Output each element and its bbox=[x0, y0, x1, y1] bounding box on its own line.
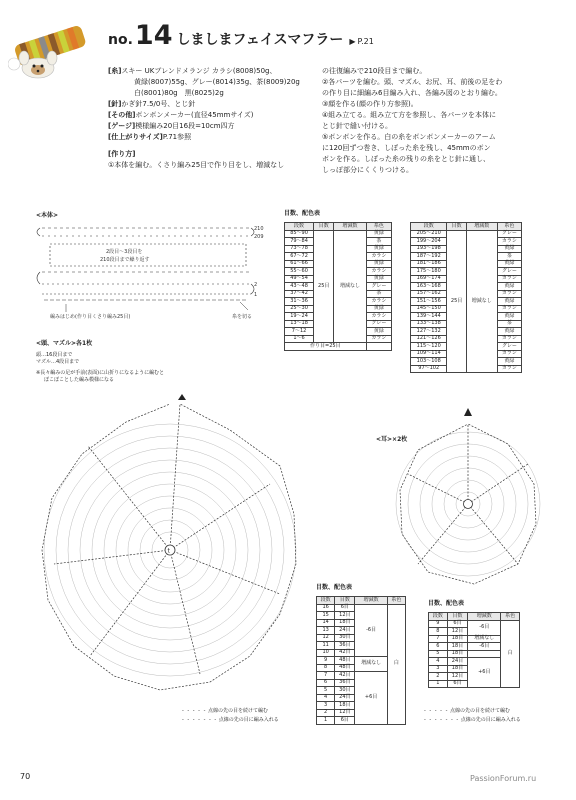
product-photo bbox=[8, 12, 98, 84]
method-line: しっぽ部分にくくりつける。 bbox=[322, 166, 413, 174]
count-table-4 bbox=[428, 612, 520, 688]
spec-yarn: [糸]スキー UKブレンドメランジ カラシ(8008)50g、 bbox=[108, 67, 277, 75]
pattern-number: 14 bbox=[134, 20, 173, 51]
table-row: 15 12目 bbox=[317, 612, 406, 620]
legend-item: - - - - - - - 点線の先の目に編み入れる bbox=[424, 717, 521, 723]
table-row: 2 12目 bbox=[429, 673, 520, 681]
table-row: 31〜36 カラシ bbox=[285, 298, 392, 306]
table-row: 13 24目 bbox=[317, 627, 406, 635]
legend-left bbox=[182, 708, 312, 724]
table-row: 16 6目 -6目 白 bbox=[317, 604, 406, 612]
table-row: 181〜186 黄緑 bbox=[411, 260, 522, 268]
table-row: 85〜90 25目 増減なし 黄緑 bbox=[285, 230, 392, 238]
count-table-2 bbox=[410, 222, 522, 373]
count-table-3 bbox=[316, 596, 406, 725]
head-note: 頭…16段目まで bbox=[36, 352, 73, 358]
table-row: 5 30目 bbox=[317, 687, 406, 695]
table-row: 8 12目 bbox=[429, 628, 520, 636]
table-row: 97〜102 カラシ bbox=[411, 365, 522, 373]
table-row: 4 24目 +6目 bbox=[429, 658, 520, 666]
table-header-row: 段数 目数 増減数 糸色 bbox=[429, 613, 520, 621]
page-ref: P.21 bbox=[357, 37, 374, 46]
table-row: 79〜84 茶 bbox=[285, 238, 392, 246]
table-row: 157〜162 カラシ bbox=[411, 290, 522, 298]
table-row: 61〜66 黄緑 bbox=[285, 260, 392, 268]
method-line: ③顔を作る(顔の作り方参照)。 bbox=[322, 100, 418, 108]
table-row: 169〜174 カラシ bbox=[411, 275, 522, 283]
pattern-header bbox=[108, 20, 374, 56]
triangle-icon: ▶ bbox=[349, 37, 356, 46]
table-row: 43〜48 グレー bbox=[285, 283, 392, 291]
table-row: 115〜120 グレー bbox=[411, 343, 522, 351]
table-row: 3 18目 bbox=[317, 702, 406, 710]
col-change: 増減数 bbox=[334, 223, 366, 231]
method-line: ④組み立てる。組み立て方を参照し、各パーツを本体に bbox=[322, 111, 496, 119]
table1-title: 目数、配色表 bbox=[284, 210, 321, 217]
body-chart bbox=[36, 222, 266, 322]
table-row: 7〜12 黄緑 bbox=[285, 328, 392, 336]
head-chart-title: <頭、マズル>各1枚 bbox=[36, 340, 93, 347]
table-row: 5 18目 bbox=[429, 650, 520, 658]
ear-chart-title: <耳>×2枚 bbox=[376, 436, 408, 443]
table-row: 12 30目 bbox=[317, 634, 406, 642]
table-row: 67〜72 カラシ bbox=[285, 253, 392, 261]
table-row: 7 42目 +6目 bbox=[317, 672, 406, 680]
spec-gauge: [ゲージ]模様編み20目16段=10cm四方 bbox=[108, 122, 235, 130]
watermark-text: PassionForum.ru bbox=[470, 774, 537, 783]
legend-right bbox=[424, 708, 564, 724]
table-row: 13〜18 グレー bbox=[285, 320, 392, 328]
spec-yarn-3: 白(8001)80g 黒(8025)2g bbox=[134, 89, 224, 97]
specs-list bbox=[108, 66, 318, 171]
method-line: ⑤ボンボンを作る。白の糸をボンボンメーカーのアーム bbox=[322, 133, 496, 141]
spec-size: [仕上がりサイズ]P.71参照 bbox=[108, 133, 192, 141]
col-stitches: 目数 bbox=[314, 223, 334, 231]
table-row: 6 36目 bbox=[317, 679, 406, 687]
table-row: 103〜108 黄緑 bbox=[411, 358, 522, 366]
head-chart-notes bbox=[36, 352, 266, 384]
spec-needle: [針]かぎ針7.5/0号、とじ針 bbox=[108, 100, 196, 108]
body-chart-title: <本体> bbox=[36, 212, 59, 219]
row-label-210: 210 bbox=[254, 226, 264, 232]
method-line: の作り目に細編み6目編み入れ、各編み図のとおり編む。 bbox=[322, 89, 502, 97]
table-row: 193〜198 黄緑 bbox=[411, 245, 522, 253]
method-line: に120回ずつ巻き、しぼった糸を残し、45mmのボン bbox=[322, 144, 491, 152]
table3-title: 目数、配色表 bbox=[316, 584, 353, 591]
head-note: マズル…4段目まで bbox=[36, 359, 80, 365]
legend-item: - - - - - 点線の先の目を続けて編む bbox=[182, 708, 268, 714]
table-row: 55〜60 カラシ bbox=[285, 268, 392, 276]
table-row: 9 48目 増減なし bbox=[317, 657, 406, 665]
table-row: 145〜150 カラシ bbox=[411, 305, 522, 313]
col-rows: 段数 bbox=[285, 223, 314, 231]
body-note-1: 2段目〜3段目を bbox=[106, 249, 143, 255]
method-steps bbox=[322, 66, 562, 176]
table-row: 187〜192 茶 bbox=[411, 253, 522, 261]
method-line: の往復編みで210段目まで編む。 bbox=[322, 67, 427, 75]
body-note-2: 210段目まで繰り返す bbox=[100, 257, 150, 263]
table-row: 163〜168 黄緑 bbox=[411, 283, 522, 291]
row-label-209: 209 bbox=[254, 234, 264, 240]
head-round-chart bbox=[30, 394, 310, 694]
table-row: 127〜132 黄緑 bbox=[411, 328, 522, 336]
table-row: 8 48目 bbox=[317, 664, 406, 672]
count-table-1 bbox=[284, 222, 392, 351]
table-header-row: 段数 目数 増減数 糸色 bbox=[317, 597, 406, 605]
table-row: 37〜42 茶 bbox=[285, 290, 392, 298]
table-row: 14 18目 bbox=[317, 619, 406, 627]
spec-yarn-2: 黄緑(8007)55g、グレー(8014)35g、茶(8009)20g bbox=[134, 78, 300, 86]
ear-round-chart bbox=[388, 404, 548, 594]
table-row: 205〜210 25目 増減なし グレー bbox=[411, 230, 522, 238]
method-line: とじ針で縫い付ける。 bbox=[322, 122, 392, 130]
table-row: 1 6目 bbox=[429, 680, 520, 688]
table-row: 151〜156 黄緑 bbox=[411, 298, 522, 306]
head-note: ぼこぼことした編み模様になる bbox=[44, 377, 115, 383]
table-row: 1〜6 カラシ bbox=[285, 335, 392, 343]
row-label-2: 2 bbox=[254, 282, 258, 288]
table-row: 9 6目 -6目 白 bbox=[429, 620, 520, 628]
table4-title: 目数、配色表 bbox=[428, 600, 465, 607]
spec-other: [その他]ボンボンメーカー(直径45mmサイズ) bbox=[108, 111, 254, 119]
head-note: ※長々編みの足が手前(表面)に山折りになるように編むと bbox=[36, 370, 165, 376]
pattern-title: しましまフェイスマフラー bbox=[176, 32, 344, 48]
body-cut-label: 糸を切る bbox=[232, 314, 253, 320]
method-step-1: ①本体を編む。くさり編み25目で作り目をし、増減なし bbox=[108, 161, 285, 169]
table-row: 49〜54 黄緑 bbox=[285, 275, 392, 283]
legend-item: - - - - - - - 点線の先の目に編み入れる bbox=[182, 717, 279, 723]
legend-item: - - - - - 点線の先の目を続けて編む bbox=[424, 708, 510, 714]
table-row: 6 18目 -6目 bbox=[429, 643, 520, 651]
method-line: ②各パーツを編む。頭、マズル、お尻、耳、前後の足をわ bbox=[322, 78, 503, 86]
table-row: 121〜126 カラシ bbox=[411, 335, 522, 343]
table-row: 7 18目 増減なし bbox=[429, 635, 520, 643]
row-label-1: 1 bbox=[254, 292, 258, 298]
method-title: [作り方] bbox=[108, 150, 136, 158]
table-row: 2 12目 bbox=[317, 709, 406, 717]
table-header-row: 段数 目数 増減数 糸色 bbox=[411, 223, 522, 231]
table-row: 73〜78 黄緑 bbox=[285, 245, 392, 253]
table-row: 139〜144 黄緑 bbox=[411, 313, 522, 321]
method-line: ボンを作る。しぼった糸の残りの糸をとじ針に通し、 bbox=[322, 155, 490, 163]
table-row: 1 6目 bbox=[317, 717, 406, 725]
body-start-label: 編みはじめ(作り目くさり編み25目) bbox=[50, 314, 131, 320]
table-footer-row: 作り目=25目 bbox=[285, 343, 392, 351]
table-row: 25〜30 黄緑 bbox=[285, 305, 392, 313]
table-row: 11 36目 bbox=[317, 642, 406, 650]
table-row: 4 24目 bbox=[317, 694, 406, 702]
table-row: 109〜114 カラシ bbox=[411, 350, 522, 358]
table-header-row bbox=[285, 223, 392, 231]
table-row: 175〜180 グレー bbox=[411, 268, 522, 276]
table-row: 199〜204 カラシ bbox=[411, 238, 522, 246]
table-row: 19〜24 カラシ bbox=[285, 313, 392, 321]
col-color: 糸色 bbox=[366, 223, 391, 231]
pattern-no-prefix: no. bbox=[108, 32, 133, 48]
table-row: 3 18目 bbox=[429, 665, 520, 673]
page-number: 70 bbox=[20, 772, 31, 781]
table-row: 10 42目 bbox=[317, 649, 406, 657]
table-row: 133〜138 茶 bbox=[411, 320, 522, 328]
svg-text:t: t bbox=[167, 547, 170, 555]
